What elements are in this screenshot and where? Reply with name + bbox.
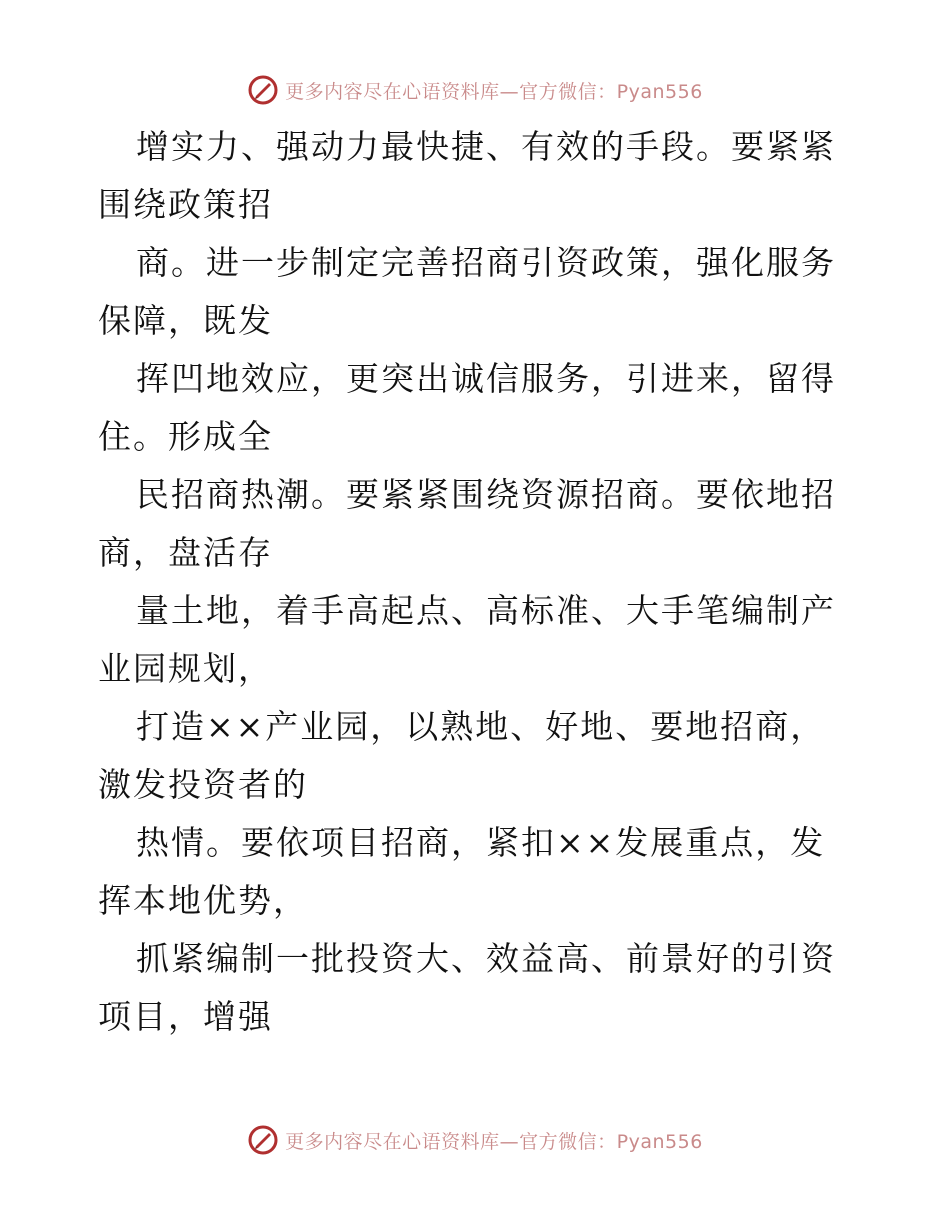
- paragraph: 挥凹地效应，更突出诚信服务，引进来，留得住。形成全: [98, 359, 836, 456]
- paragraph: 打造××产业园，以熟地、好地、要地招商，激发投资者的: [98, 707, 826, 804]
- watermark-text: 更多内容尽在心语资料库—官方微信：Pyan556: [285, 1130, 703, 1153]
- quill-seal-icon: [247, 1124, 279, 1156]
- watermark-text: 更多内容尽在心语资料库—官方微信：Pyan556: [285, 80, 703, 103]
- quill-seal-icon: [247, 74, 279, 106]
- paragraph: 抓紧编制一批投资大、效益高、前景好的引资项目，增强: [98, 939, 836, 1036]
- paragraph: 热情。要依项目招商，紧扣××发展重点，发挥本地优势，: [98, 823, 826, 920]
- header-watermark: [0, 70, 950, 110]
- footer-watermark: [0, 1120, 950, 1160]
- paragraph: 商。进一步制定完善招商引资政策，强化服务保障，既发: [98, 243, 836, 340]
- paragraph: 增实力、强动力最快捷、有效的手段。要紧紧围绕政策招: [98, 127, 836, 224]
- document-body: [98, 118, 858, 1046]
- paragraph: 量土地，着手高起点、高标准、大手笔编制产业园规划，: [98, 591, 836, 688]
- paragraph: 民招商热潮。要紧紧围绕资源招商。要依地招商，盘活存: [98, 475, 836, 572]
